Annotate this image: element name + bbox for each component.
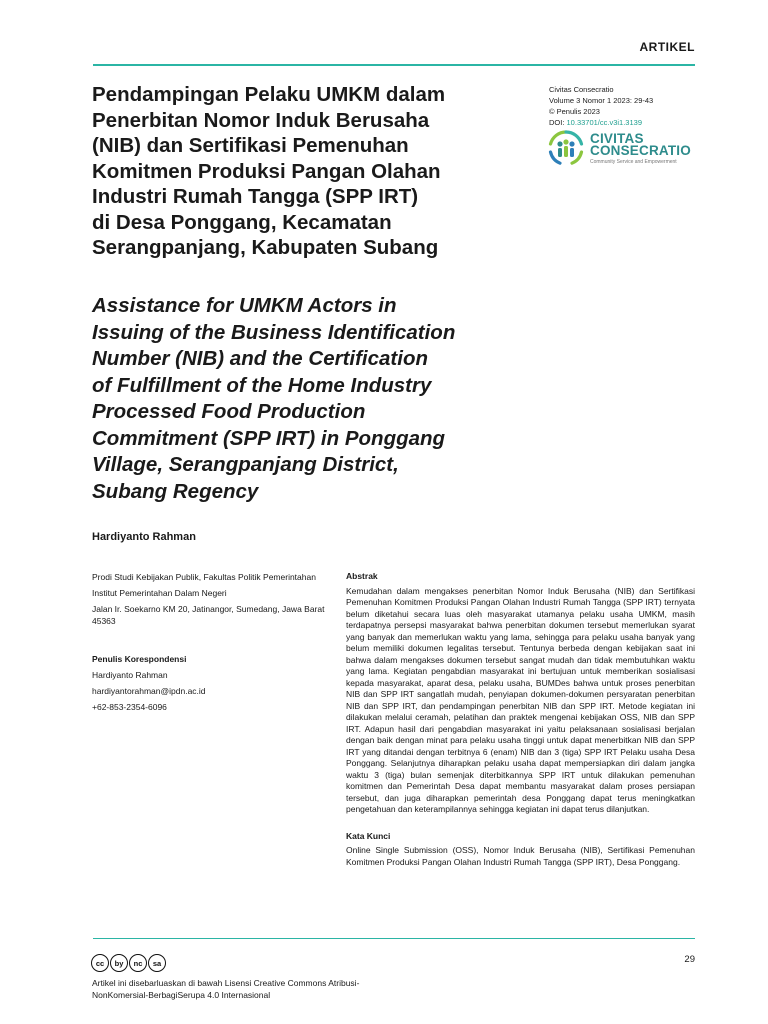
- logo-name-line1: CIVITAS: [590, 131, 644, 146]
- title-en-line: Processed Food Production: [92, 400, 366, 423]
- correspondence-name: Hardiyanto Rahman: [92, 670, 168, 680]
- title-en-line: Commitment (SPP IRT) in Ponggang: [92, 426, 446, 450]
- keywords-text: Online Single Submission (OSS), Nomor Induk Berusaha (NIB), Sertifikasi Pemenuhan Komitmen Produksi Pangan Olahan Industri Rumah Tangga (SPP IRT), Desa Ponggang.: [346, 845, 695, 867]
- title-id-line: Pendampingan Pelaku UMKM dalam: [92, 83, 446, 106]
- license-line: NonKomersial-BerbagiSerupa 4.0 Internasional: [92, 989, 271, 1000]
- top-divider: [93, 64, 695, 66]
- doi-label: DOI:: [549, 118, 565, 127]
- sharealike-icon: sa: [148, 954, 166, 972]
- section-label: ARTIKEL: [639, 40, 695, 54]
- copyright-notice: © Penulis 2023: [549, 107, 600, 116]
- title-en-line: Assistance for UMKM Actors in: [92, 294, 397, 317]
- journal-name: Civitas Consecratio: [549, 85, 614, 94]
- cc-icon: cc: [91, 954, 109, 972]
- cc-license-badges[interactable]: [91, 954, 166, 974]
- license-line: Artikel ini disebarluaskan di bawah Lisensi Creative Commons Atribusi-: [92, 978, 360, 988]
- page-number: 29: [684, 954, 695, 965]
- journal-volume: Volume 3 Nomor 1 2023: 29-43: [549, 96, 654, 105]
- noncommercial-icon: nc: [129, 954, 147, 972]
- title-en-line: Issuing of the Business Identification: [92, 320, 456, 344]
- author-name: Hardiyanto Rahman: [92, 531, 196, 543]
- title-en-line: of Fulfillment of the Home Industry: [92, 373, 432, 397]
- doi: [549, 117, 653, 128]
- title-id-line: Penerbitan Nomor Induk Berusaha: [92, 108, 430, 132]
- journal-meta: [549, 84, 653, 128]
- keywords-section: [346, 831, 695, 869]
- logo-name-line2: CONSECRATIO: [590, 143, 691, 158]
- affiliation-line: Institut Pemerintahan Dalam Negeri: [92, 588, 227, 598]
- correspondence-phone: +62-853-2354-6096: [92, 702, 167, 712]
- logo-tagline: Community Service and Empowerment: [590, 159, 677, 165]
- doi-link[interactable]: 10.33701/cc.v3i1.3139: [566, 118, 642, 127]
- title-en-line: Number (NIB) and the Certification: [92, 347, 428, 370]
- title-id-line: (NIB) dan Sertifikasi Pemenuhan: [92, 134, 409, 157]
- article-title-english: [92, 293, 522, 505]
- title-id-line: Komitmen Produksi Pangan Olahan: [92, 159, 441, 183]
- title-id-line: Industri Rumah Tangga (SPP IRT): [92, 185, 419, 208]
- bottom-divider: [93, 938, 695, 939]
- affiliation-line: Prodi Studi Kebijakan Publik, Fakultas Politik Pemerintahan: [92, 572, 316, 582]
- logo-emblem-icon: [551, 132, 582, 163]
- abstract-text: Kemudahan dalam mengakses penerbitan Nomor Induk Berusaha (NIB) dan Sertifikasi Pemenuhan Komitmen Produksi Pangan Olahan Industri Rumah Tangga (SPP IRT) ternyata belum diketahui secara luas oleh masyarakat utamanya pelaku usaha UMKM, masih terdapatnya persepsi masyarakat bahwa penerbitan dokumen tersebut memerlukan syarat yang banyak dan memerlukan waktu yang lama, sehingga para pelaku usaha banyak yang belum memiliki dokumen legalitas tersebut. Tentunya berbeda dengan kebijakan saat ini bahwa dalam mengakses dokumen tersebut sangat mudah dan tidak membutuhkan waktu yang lama. Kegiatan pengabdian masyarakat ini bertujuan untuk memberikan sosialisasi kepada masyarakat, aparat desa, pelaku usaha, BUMDes bahwa untuk proses penerbitan NIB dan SPP IRT sangatlah mudah, penyiapan dokumen-dokumen persyaratan penerbitan NIB dan SPP IRT, dan pendampingan penerbitan NIB dan SPP IRT. Metode kegiatan ini dilakukan melalui ceramah, pelatihan dan praktek mengenai kebijakan OSS, NIB dan SPP IRT. Adapun hasil dari pengabdian masyarakat ini yaitu pelaksanaan sosialisasi berjalan dengan baik dengan minat para pelaku usaha tinggi untuk dapat menerbitkan NIB dan SPP IRT yang ditandai dengan terbitnya 6 (enam) NIB dan 3 (tiga) SPP IRT Pelaku usaha Desa Ponggang. Selanjutnya diharapkan pelaku usaha dapat mempersiapkan diri dalam jangka waktu 3 (tiga) bulan semenjak diterbitkannya SPP IRT untuk dilakukan pemenuhan komitmen dan Pemerintah Desa dapat membantu masyarakat dalam proses persiapan tersebut, dan juga diharapkan pemerintah desa Ponggang dapat terus meningkatkan pengetahuan dan keterampilannya sehingga kegiatan ini dapat terus dilanjutkan.: [346, 585, 695, 814]
- attribution-icon: by: [110, 954, 128, 972]
- keywords-heading: Kata Kunci: [346, 830, 391, 841]
- correspondence-heading: Penulis Korespondensi: [92, 654, 187, 664]
- journal-logo-text: [590, 133, 691, 165]
- title-id-line: Serangpanjang, Kabupaten Subang: [92, 236, 439, 259]
- license-text: [92, 978, 359, 1001]
- article-title-indonesian: [92, 82, 512, 261]
- title-id-line: di Desa Ponggang, Kecamatan: [92, 210, 392, 234]
- author-info-column: [92, 571, 327, 717]
- abstract-column: [346, 571, 695, 868]
- title-en-line: Subang Regency: [92, 479, 259, 503]
- title-en-line: Village, Serangpanjang District,: [92, 453, 399, 476]
- affiliation-address: Jalan Ir. Soekarno KM 20, Jatinangor, Sumedang, Jawa Barat 45363: [92, 604, 325, 626]
- correspondence-email[interactable]: hardiyantorahman@ipdn.ac.id: [92, 686, 206, 696]
- abstract-heading: Abstrak: [346, 571, 378, 581]
